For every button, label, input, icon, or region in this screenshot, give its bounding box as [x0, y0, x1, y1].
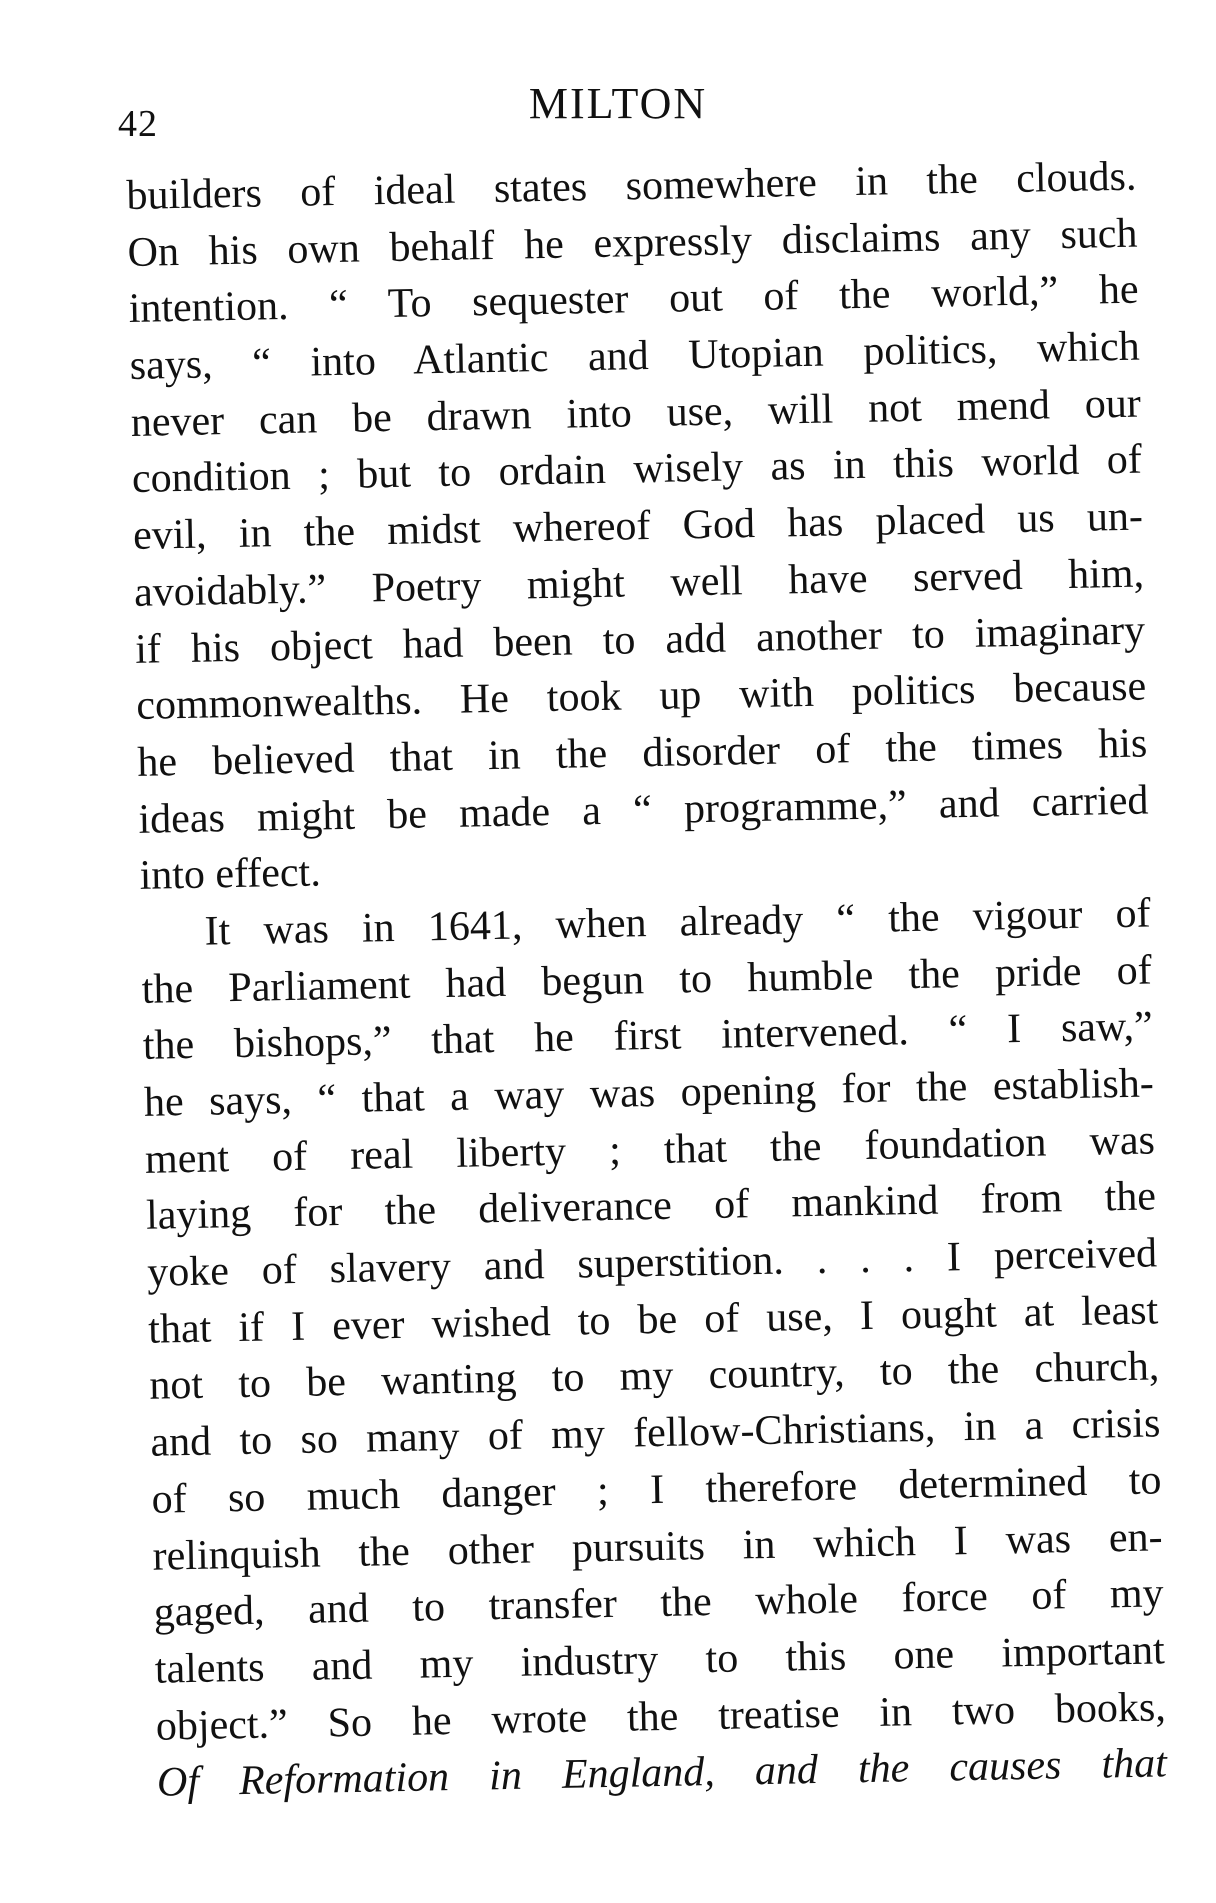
text-line: the Parliament had begun to humble the pride of [141, 947, 1153, 1013]
text-line: yoke of slavery and superstition. . . . I perceived [146, 1230, 1158, 1296]
page-number: 42 [118, 103, 158, 145]
text-line: and to so many of my fellow-Christians, in a crisis [150, 1400, 1161, 1466]
text-line: never can be drawn into use, will not mend our [130, 380, 1142, 446]
text-line: evil, in the midst whereof God has placed us un- [132, 493, 1144, 560]
text-line-italic: Of Reformation in England, and the causes that [156, 1740, 1168, 1806]
text-line: of so much danger ; I therefore determined to [151, 1457, 1162, 1523]
text-line: commonwealths. He took up with politics because [135, 663, 1147, 730]
text-line: if his object had been to add another to imaginary [134, 607, 1146, 673]
text-line: relinquish the other pursuits in which I was en- [152, 1513, 1163, 1580]
text-line: that if I ever wished to be of use, I ought at least [147, 1287, 1159, 1353]
text-line: the bishops,” that he first intervened. “ I saw,” [142, 1003, 1154, 1070]
text-line: ideas might be made a “ programme,” and carried [138, 777, 1149, 843]
text-line: says, “ into Atlantic and Utopian politics, which [129, 323, 1141, 390]
text-line: gaged, and to transfer the whole force of my [153, 1570, 1164, 1636]
text-line: not to be wanting to my country, to the church, [148, 1343, 1160, 1410]
text-line: intention. “ To sequester out of the world,” he [128, 266, 1139, 333]
text-line: into effect. [139, 849, 322, 900]
text-line: talents and my industry to this one important [154, 1627, 1166, 1693]
text-line: object.” So he wrote the treatise in two books, [155, 1683, 1167, 1750]
text-line: On his own behalf he expressly disclaims any such [127, 210, 1138, 276]
text-line: condition ; but to ordain wisely as in this world of [131, 436, 1143, 503]
running-head: MILTON [528, 79, 708, 128]
text-line: ment of real liberty ; that the foundation was [144, 1117, 1156, 1183]
text-line: laying for the deliverance of mankind from the [145, 1173, 1157, 1240]
body-text [126, 149, 1167, 1812]
text-line: builders of ideal states somewhere in the clouds. [126, 153, 1137, 219]
page-header [118, 78, 1118, 145]
text-line: he says, “ that a way was opening for the establish- [143, 1060, 1155, 1126]
text-line: It was in 1641, when already “ the vigour of [204, 890, 1151, 955]
text-line: avoidably.” Poetry might well have served him, [133, 550, 1145, 616]
text-line: he believed that in the disorder of the times his [136, 720, 1148, 786]
